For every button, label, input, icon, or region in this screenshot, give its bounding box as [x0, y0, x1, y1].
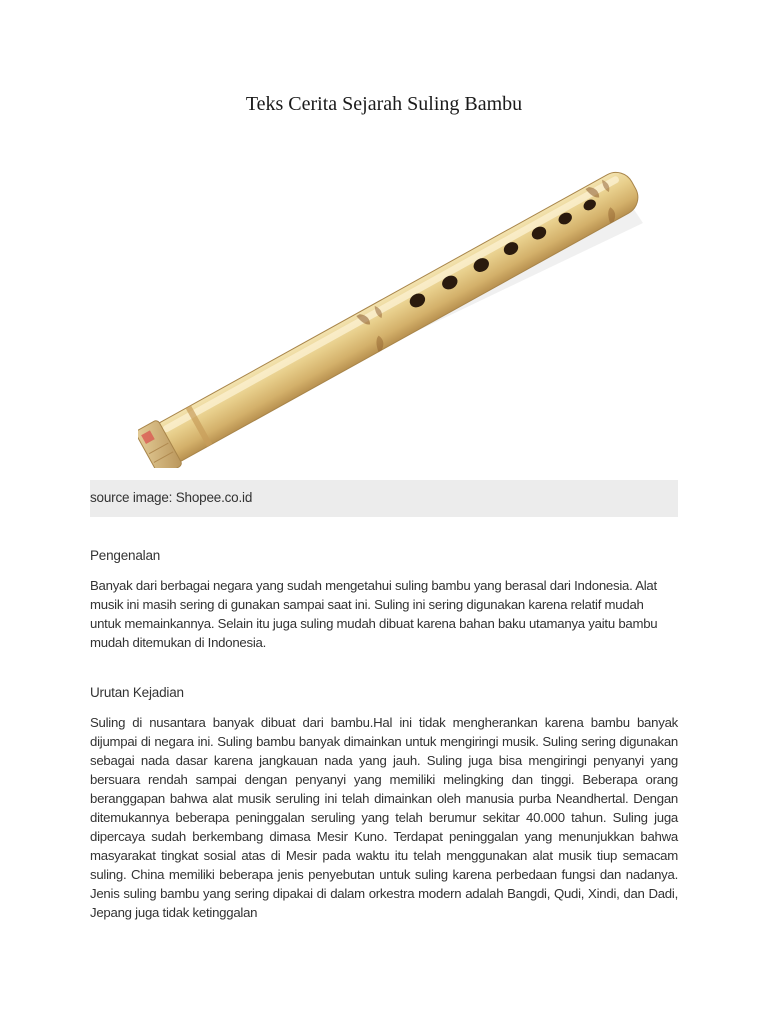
section-heading-pengenalan: Pengenalan [90, 548, 161, 563]
document-title: Teks Cerita Sejarah Suling Bambu [245, 93, 523, 115]
section-body-pengenalan: Banyak dari berbagai negara yang sudah mengetahui suling bambu yang berasal dari Indonesia. Alat musik ini masih sering di gunakan sampai saat ini. Suling ini sering digunakan karena relatif mudah untuk memainkannya. Selain itu juga suling mudah dibuat karena bahan baku utamanya yaitu bambu mudah ditemukan di Indonesia. [90, 578, 658, 650]
section-heading-urutan-kejadian: Urutan Kejadian [90, 685, 184, 700]
caption-bar [90, 480, 678, 517]
section-body-urutan-kejadian: Suling di nusantara banyak dibuat dari bambu.Hal ini tidak mengherankan karena bambu banyak dijumpai di negara ini. Suling bambu banyak dimainkan untuk mengiringi musik. Suling sering digunakan sebagai nada dasar karena jangkauan nada yang jauh. Suling juga bisa mengiringi penyanyi yang bersuara rendah sampai dengan penyanyi yang memiliki melingking dan tinggi. Beberapa orang beranggapan bahwa alat musik seruling ini telah dimainkan oleh manusia purba Neandhertal. Dengan ditemukannya beberapa peninggalan seruling yang telah berumur sekitar 40.000 tahun. Suling juga dipercaya sudah berkembang dimasa Mesir Kuno. Terdapat peninggalan yang menunjukkan bahwa masyarakat tingkat sosial atas di Mesir pada waktu itu telah menggunakan alat musik tiup semacam suling. China memiliki beberapa jenis penyebutan untuk suling karena perbedaan fungsi dan nadanya. Jenis suling bambu yang sering dipakai di dalam orkestra modern adalah Bangdi, Qudi, Xindi, dan Dadi, Jepang juga tidak ketinggalan [90, 715, 678, 920]
bamboo-flute-image [138, 168, 650, 468]
image-caption: source image: Shopee.co.id [90, 490, 253, 505]
